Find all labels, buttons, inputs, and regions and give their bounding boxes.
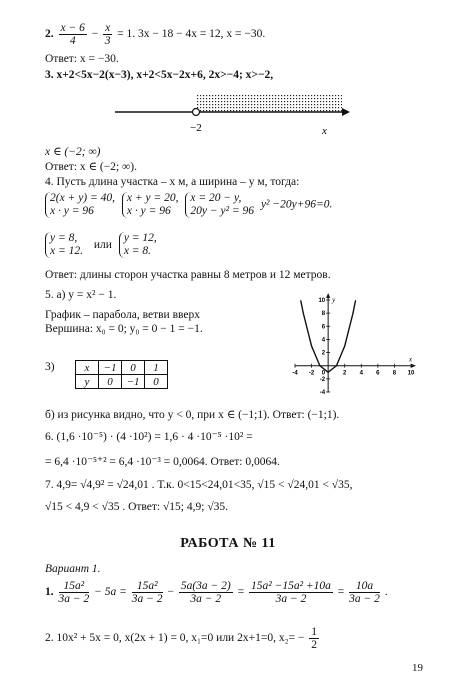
data-point [336,365,337,366]
problem-2: 2. $\frac{x - 6}{4}$ − $\frac{x}{3}$ = 1. 3x − 18 − 4x = 12, x = −30. [45,22,266,47]
y-tick-label: 2 [321,350,326,357]
y-tick-label: 6 [321,324,326,331]
open-point [193,109,200,116]
p5-vertex: Вершина: x₀ = 0; y₀ = 0 − 1 = −1. [45,323,203,335]
p5-a: 5. а) y = x² − 1. [45,289,117,301]
origin-label: 0 [321,370,326,377]
problem-4-intro: 4. Пусть длина участка – x м, а ширина – y м, тогда: [45,176,300,188]
fraction: $\frac{x - 6}{4}$ [60,22,85,47]
problem-number: 2. [45,28,54,41]
x-tick-label: -2 [308,370,315,377]
table-cell: 0 [145,375,168,389]
y-tick-label: 4 [321,337,326,344]
x-tick-label: 6 [376,370,380,377]
table-cell: 0 [99,375,122,389]
values-table [75,360,168,389]
y-tick-label: 8 [321,311,326,318]
w1-problem-1: 1. $\frac{\text{15a²}}{3a - 2}$ − 5a = $\frac{\text{15a²}}{3a - 2}$ − $\frac{5a(3a - 2)}{3a - 2}$ = $\frac{\text{15a² −15a² +10a}}{3a - 2}$ = $\frac{10a}{3a - 2}$ . [45,580,388,605]
system-4: y = 8, x = 12. [45,232,83,258]
p4-answer: Ответ: длины сторон участка равны 8 метров и 12 метров. [45,269,331,281]
x-tick-label: 2 [343,370,347,377]
data-point [319,365,320,366]
data-point [328,372,329,373]
fraction: $\frac{x}{3}$ [104,22,111,47]
y-arrow-icon [326,293,330,298]
data-point [303,313,304,314]
arrow-icon [342,108,350,116]
problem-2-text: = 1. 3x − 18 − 4x = 12, x = −30. [117,28,266,41]
x-tick-label: 4 [359,370,363,377]
system-2: x + y = 20, x · y = 96 [122,192,179,218]
y-tick-label: 10 [318,298,326,304]
problem-3: 3. x+2<5x−2(x−3), x+2<5x−2x+6, 2x>−4; x>−2, [45,69,274,81]
table-cell: −1 [99,361,122,375]
p3-answer: Ответ: x ∈ (−2; ∞). [45,161,137,173]
system-3: x = 20 − y, 20y − y² = 96 [185,192,254,218]
system-1: 2(x + y) = 40, x · y = 96 [45,192,115,218]
p5-graph-desc: График – парабола, ветви вверх [45,309,200,321]
data-point [355,300,356,301]
axis-label: x [322,125,327,137]
ili-word: или [93,238,112,251]
point-label: −2 [190,122,202,134]
x-arrow-icon [411,364,416,368]
variant-label: Вариант 1. [45,563,101,575]
table-row [76,361,168,375]
table-row [76,375,168,389]
y-axis-label: y [332,296,336,304]
p5-table-label: 3) [45,361,55,373]
page-number: 19 [412,662,423,674]
table-cell: −1 [122,375,145,389]
p2-answer: Ответ: x = −30. [45,53,119,65]
number-line [110,86,350,138]
w1-problem-2: 2. 10x² + 5x = 0, x(2x + 1) = 0, x₁=0 или 2x+1=0, x₂= − $\frac{1}{2}$ [45,626,318,651]
x-tick-label: 8 [392,370,397,377]
data-point [344,345,345,346]
problem-7-line-1: 7. 4,9= √4,9² = √24,01 . Т.к. 0<15<24,01<35, √15 < √24,01 < √35, [45,479,353,491]
system-5: y = 12, x = 8. [119,232,157,258]
parabola-chart [287,292,419,404]
section-title: РАБОТА № 11 [180,536,276,551]
problem-6-line-2: = 6,4 ·10⁻⁵⁺² = 6,4 ·10⁻³ = 0,0064. Ответ: 0,0064. [45,456,280,468]
data-point [300,300,301,301]
problem-6-line-1: 6. (1,6 ·10⁻⁵) · (4 ·10²) = 1,6 · 4 ·10⁻⁵ ·10² = [45,431,253,443]
x-tick-label: 10 [407,370,415,377]
problem-7-line-2: √15 < 4,9 < √35 . Ответ: √15; 4,9; √35. [45,501,229,513]
table-cell: 0 [122,361,145,375]
table-cell: x [76,361,99,375]
data-point [311,345,312,346]
table-cell: y [76,375,99,389]
p5-b: б) из рисунка видно, что y < 0, при x ∈ (−1;1). Ответ: (−1;1). [45,409,340,421]
y-tick-label: -2 [319,376,326,383]
table-cell: 1 [145,361,168,375]
shaded-region [196,94,342,112]
quadratic-equation: y² −20y+96=0. [260,198,333,211]
systems-row-2 [45,232,161,258]
x-axis-label: x [409,355,413,364]
systems-row-1 [45,192,332,218]
y-tick-label: -4 [319,390,326,396]
x-tick-label: -4 [292,370,298,377]
p3-set: x ∈ (−2; ∞) [45,146,101,158]
data-point [352,313,353,314]
